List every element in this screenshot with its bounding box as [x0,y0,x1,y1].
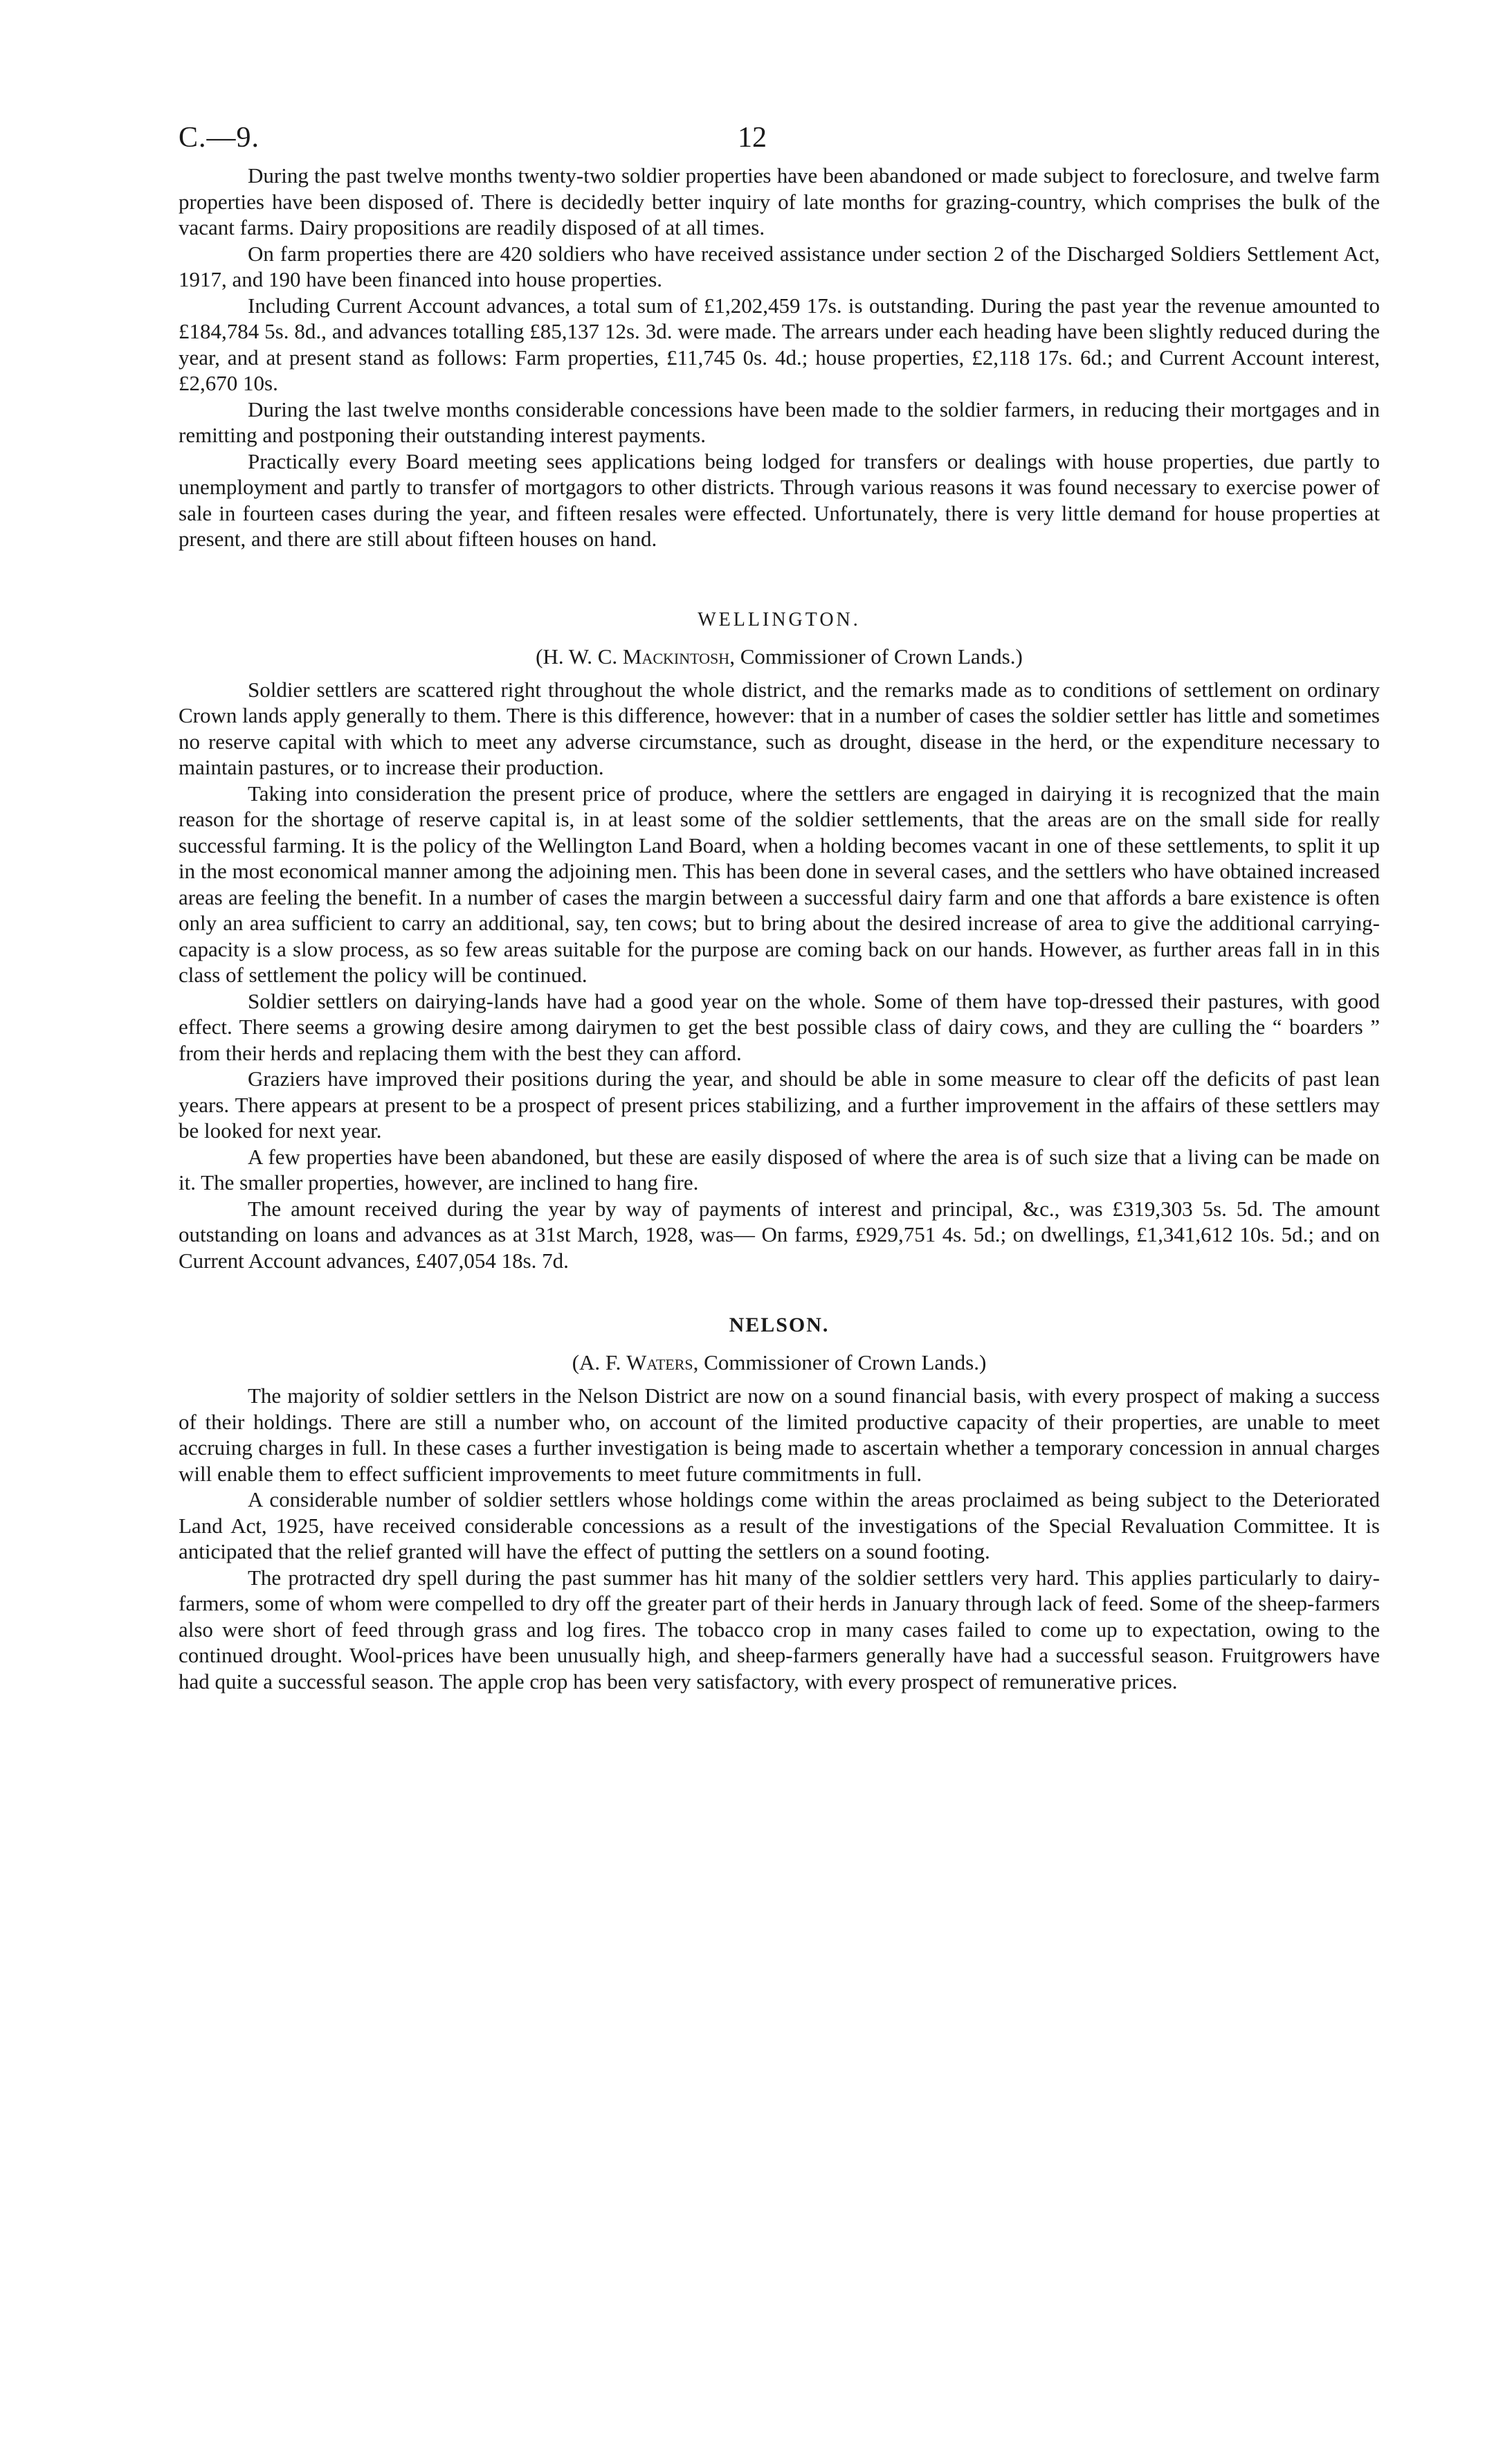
paragraph: Soldier settlers on dairying-lands have had a good year on the whole. Some of them have top-dressed their pastures, with good effect. There seems a growing desire among dairymen to get the best possible class of dairy cows, and they are culling the “ boarders ” from their herds and replacing them with the best they can afford. [179,988,1380,1065]
paragraph: A few properties have been abandoned, but these are easily disposed of where the area is of such size that a living can be made on it. The smaller properties, however, are inclined to hang fire. [179,1144,1380,1195]
paragraph: The majority of soldier settlers in the Nelson District are now on a sound financial basis, with every prospect of making a success of their holdings. There are still a number who, on account of the limited productive capacity of their properties, are unable to meet accruing charges in full. In these cases a further investigation is being made to ascertain whether a temporary concession in annual charges will enable them to effect sufficient improvements to meet future commitments in full. [179,1383,1380,1486]
commissioner-byline: (A. F. Waters, Commissioner of Crown Lands.) [572,1350,987,1374]
paragraph: Including Current Account advances, a total sum of £1,202,459 17s. is outstanding. During the past year the revenue amounted to £184,784 5s. 8d., and advances totalling £85,137 12s. 3d. were made. The arrears under each heading have been slightly reduced during the year, and at present stand as follows: Farm properties, £11,745 0s. 4d.; house properties, £2,118 17s. 6d.; and Current Account interest, £2,670 10s. [179,293,1380,395]
document-page [179,121,1380,1694]
paragraph: Taking into consideration the present price of produce, where the settlers are engaged in dairying it is recognized that the main reason for the shortage of reserve capital is, in at least some of the soldier settlements, that the areas are on the small side for really successful farming. It is the policy of the Wellington Land Board, when a holding becomes vacant in one of these settlements, to split it up in the most economical manner among the adjoining men. This has been done in several cases, and the settlers who have obtained increased areas are feeling the benefit. In a number of cases the margin between a successful dairy farm and one that affords a bare existence is often only an area sufficient to carry an additional, say, ten cows; but to bring about the desired increase of area to give the additional carrying-capacity is a slow process, as so few areas suitable for the purpose are coming back on our hands. However, as further areas fall in in this class of settlement the policy will be continued. [179,781,1380,987]
commissioner-byline: (H. W. C. Mackintosh, Commissioner of Crown Lands.) [536,644,1023,669]
intro-section [179,163,1380,552]
section-heading: NELSON. [729,1314,830,1336]
commissioner-name: Mackintosh [622,644,730,669]
paragraph: The amount received during the year by way of payments of interest and principal, &c., was £319,303 5s. 5d. The amount outstanding on loans and advances as at 31st March, 1928, was— On farms, £929,751 4s. 5d.; on dwellings, £1,341,612 10s. 5d.; and on Current Account advances, £407,054 18s. 7d. [179,1196,1380,1273]
document-reference: C.—9. [179,122,260,154]
wellington-section [179,609,1380,1274]
commissioner-name: Waters [626,1350,693,1374]
paragraph: During the last twelve months considerable concessions have been made to the soldier farmers, in reducing their mortgages and in remitting and postponing their outstanding interest payments. [179,397,1380,447]
section-heading: WELLINGTON. [698,608,861,630]
paragraph: Practically every Board meeting sees applications being lodged for transfers or dealings with house properties, due partly to unemployment and partly to transfer of mortgagors to other districts. Through various reasons it was found necessary to exercise power of sale in fourteen cases during the year, and fifteen resales were effected. Unfortunately, there is very little demand for house properties at present, and there are still about fifteen houses on hand. [179,448,1380,551]
paragraph: The protracted dry spell during the past summer has hit many of the soldier settlers very hard. This applies particularly to dairy-farmers, some of whom were compelled to dry off the greater part of their herds in January through lack of feed. Some of the sheep-farmers also were short of feed through grass and log fires. The tobacco crop in many cases failed to come up to expectation, owing to the continued drought. Wool-prices have been unusually high, and sheep-farmers generally have had a successful season. Fruitgrowers have had quite a successful season. The apple crop has been very satisfactory, with every prospect of remunerative prices. [179,1565,1380,1693]
paragraph: During the past twelve months twenty-two soldier properties have been abandoned or made subject to foreclosure, and twelve farm properties have been disposed of. There is decidedly better inquiry of late months for grazing-country, which comprises the bulk of the vacant farms. Dairy propositions are readily disposed of at all times. [179,163,1380,239]
paragraph: On farm properties there are 420 soldiers who have received assistance under section 2 of the Discharged Soldiers Settlement Act, 1917, and 190 have been financed into house properties. [179,241,1380,291]
paragraph: Soldier settlers are scattered right throughout the whole district, and the remarks made as to conditions of settlement on ordinary Crown lands apply generally to them. There is this difference, however: that in a number of cases the soldier settler has little and sometimes no reserve capital with which to meet any adverse circumstance, such as drought, disease in the herd, or the expenditure necessary to maintain pastures, or to increase their production. [179,677,1380,779]
page-header [179,121,1380,163]
paragraph: A considerable number of soldier settlers whose holdings come within the areas proclaimed as being subject to the Deteriorated Land Act, 1925, have received considerable concessions as a result of the investigations of the Special Revaluation Committee. It is anticipated that the relief granted will have the effect of putting the settlers on a sound footing. [179,1487,1380,1563]
paragraph: Graziers have improved their positions during the year, and should be able in some measure to clear off the deficits of past lean years. There appears at present to be a prospect of present prices stabilizing, and a further improvement in the affairs of these settlers may be looked for next year. [179,1066,1380,1143]
nelson-section [179,1314,1380,1694]
page-number: 12 [738,122,767,154]
